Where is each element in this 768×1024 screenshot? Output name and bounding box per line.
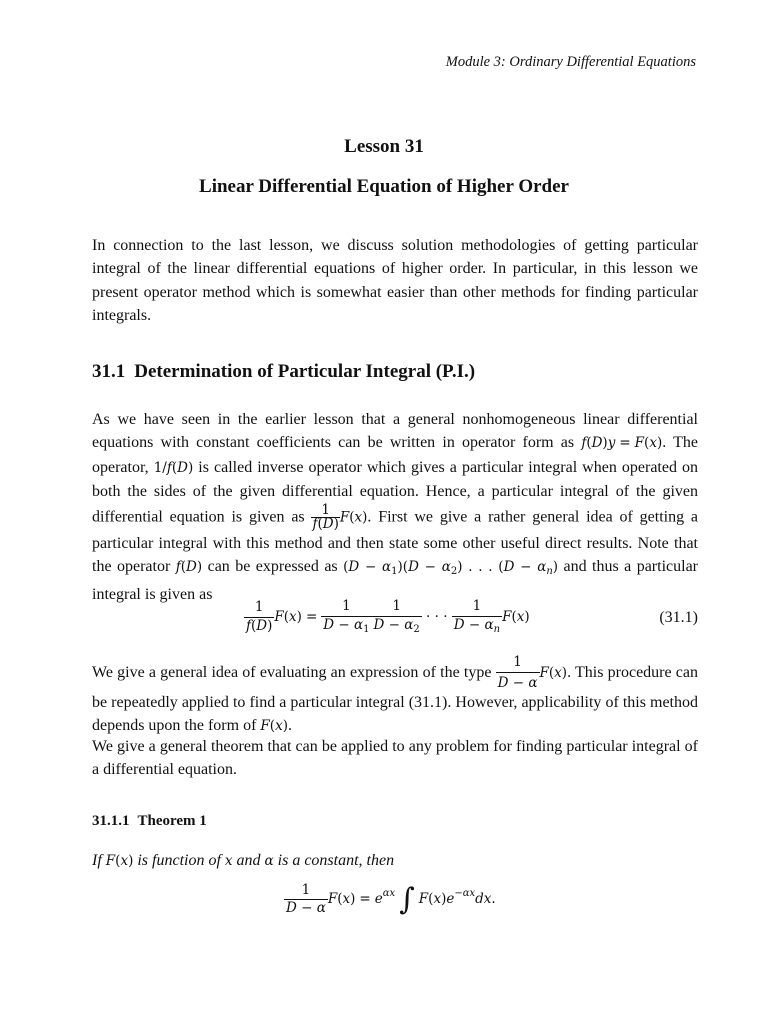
subsection-number: 31.1.1 [92,813,130,829]
theorem-statement: If F(x) is function of x and α is a constant, then [92,852,395,869]
math-fraction: $\frac{1}{D - \alpha_n}$ [453,598,501,635]
lesson-title: Linear Differential Equation of Higher Order [199,176,569,197]
math-inline: f [581,435,587,452]
section-number: 31.1 [92,361,126,382]
math-fraction: $\frac{1}{D - \alpha_2}$ [373,598,420,635]
integral-sign: ∫ [399,882,415,917]
evaluation-paragraph: We give a general idea of evaluating an expression of the type $\frac{1}{D - \alpha}$ F(x). This procedure can be repeatedly applied to find a particular integral (31.1). However, applicability of this method depends upon the form of F(x). [92,654,699,734]
text-run: and thus a particular integral is given as [92,558,699,604]
math-fraction: $\frac{1}{D - \alpha}$ [497,654,538,691]
math-inline: ( [343,559,349,576]
operator-paragraph: As we have seen in the earlier lesson that a general nonhomogeneous linear differential equations with constant coefficients can be written in operator form as f(D)y = F(x). The operator, 1/f(D) is called inverse operator which gives a particular integral when operated on both the sides of the given differential equation. Hence, a particular integral of the given differential equation is given as $\frac{1}{f(D)}$ F(x). First we give a rather general idea of getting a particular integral with this method and then state some other useful direct results. Note that the operator f(D) can be expressed as $(D - \alpha_1)(D - \alpha_2)$ . . . $(D - \alpha_n)$ and thus a particular integral is given as [92,411,699,604]
subsection-title: Theorem 1 [137,813,207,829]
section-heading [92,361,475,383]
text-run: is called inverse operator which gives a particular integral when operated on both the sides of the given differential equation. Hence, a particular integral of the given differential equation is given as [92,458,699,526]
subsection-heading [92,813,207,830]
text-run: . First we give a rather general idea of getting a particular integral with this method and then state some other useful direct results. Note that the operator [92,508,699,576]
math-fraction: $\frac{1}{D - \alpha}$ [286,881,326,916]
text-run: We give a general idea of evaluating an expression of the type [92,663,496,681]
math-fraction: $\frac{1}{D - \alpha_1}$ [323,598,370,635]
text-run: . The operator, [92,434,698,476]
math-inline: 1/ [153,459,167,476]
text-run: . [287,716,292,734]
display-equation: $\frac{1}{f(D)}$ F(x) = $\frac{1}{D - \alpha_1}$ $\frac{1}{D - \alpha_2}$ · · · $\frac{1}{D - \alpha_n}$ F(x) [246,598,530,635]
theorem-equation: $\frac{1}{D - \alpha}$ $F(x) = e^{\alpha x}$ ∫ $F(x)e^{-\alpha x}dx$. [286,881,496,917]
theorem-intro-paragraph: We give a general theorem that can be applied to any problem for finding particular integral of a differential equation. [92,738,698,779]
math-fraction: $\frac{1}{f(D)}$ [246,599,273,634]
section-title: Determination of Particular Integral (P.I.) [134,361,476,382]
text-run: . This procedure can be repeatedly applied to find a particular integral (31.1). However, applicability of this method depends upon the form of [92,663,699,734]
math-fraction: $\frac{1}{f(D)}$ [312,501,339,533]
lesson-label: Lesson 31 [344,136,424,157]
text-run: As we have seen in the earlier lesson that a general nonhomogeneous linear differential equations with constant coefficients can be written in operator form as [92,411,698,452]
intro-paragraph: In connection to the last lesson, we discuss solution methodologies of getting particular integral of the linear differential equations of higher order. In particular, in this lesson we present operator method which is somewhat easier than other methods for finding particular integrals. [92,237,698,325]
equation-number: (31.1) [659,609,698,626]
running-head: Module 3: Ordinary Differential Equations [445,54,696,70]
text-run: can be expressed as [202,558,344,576]
